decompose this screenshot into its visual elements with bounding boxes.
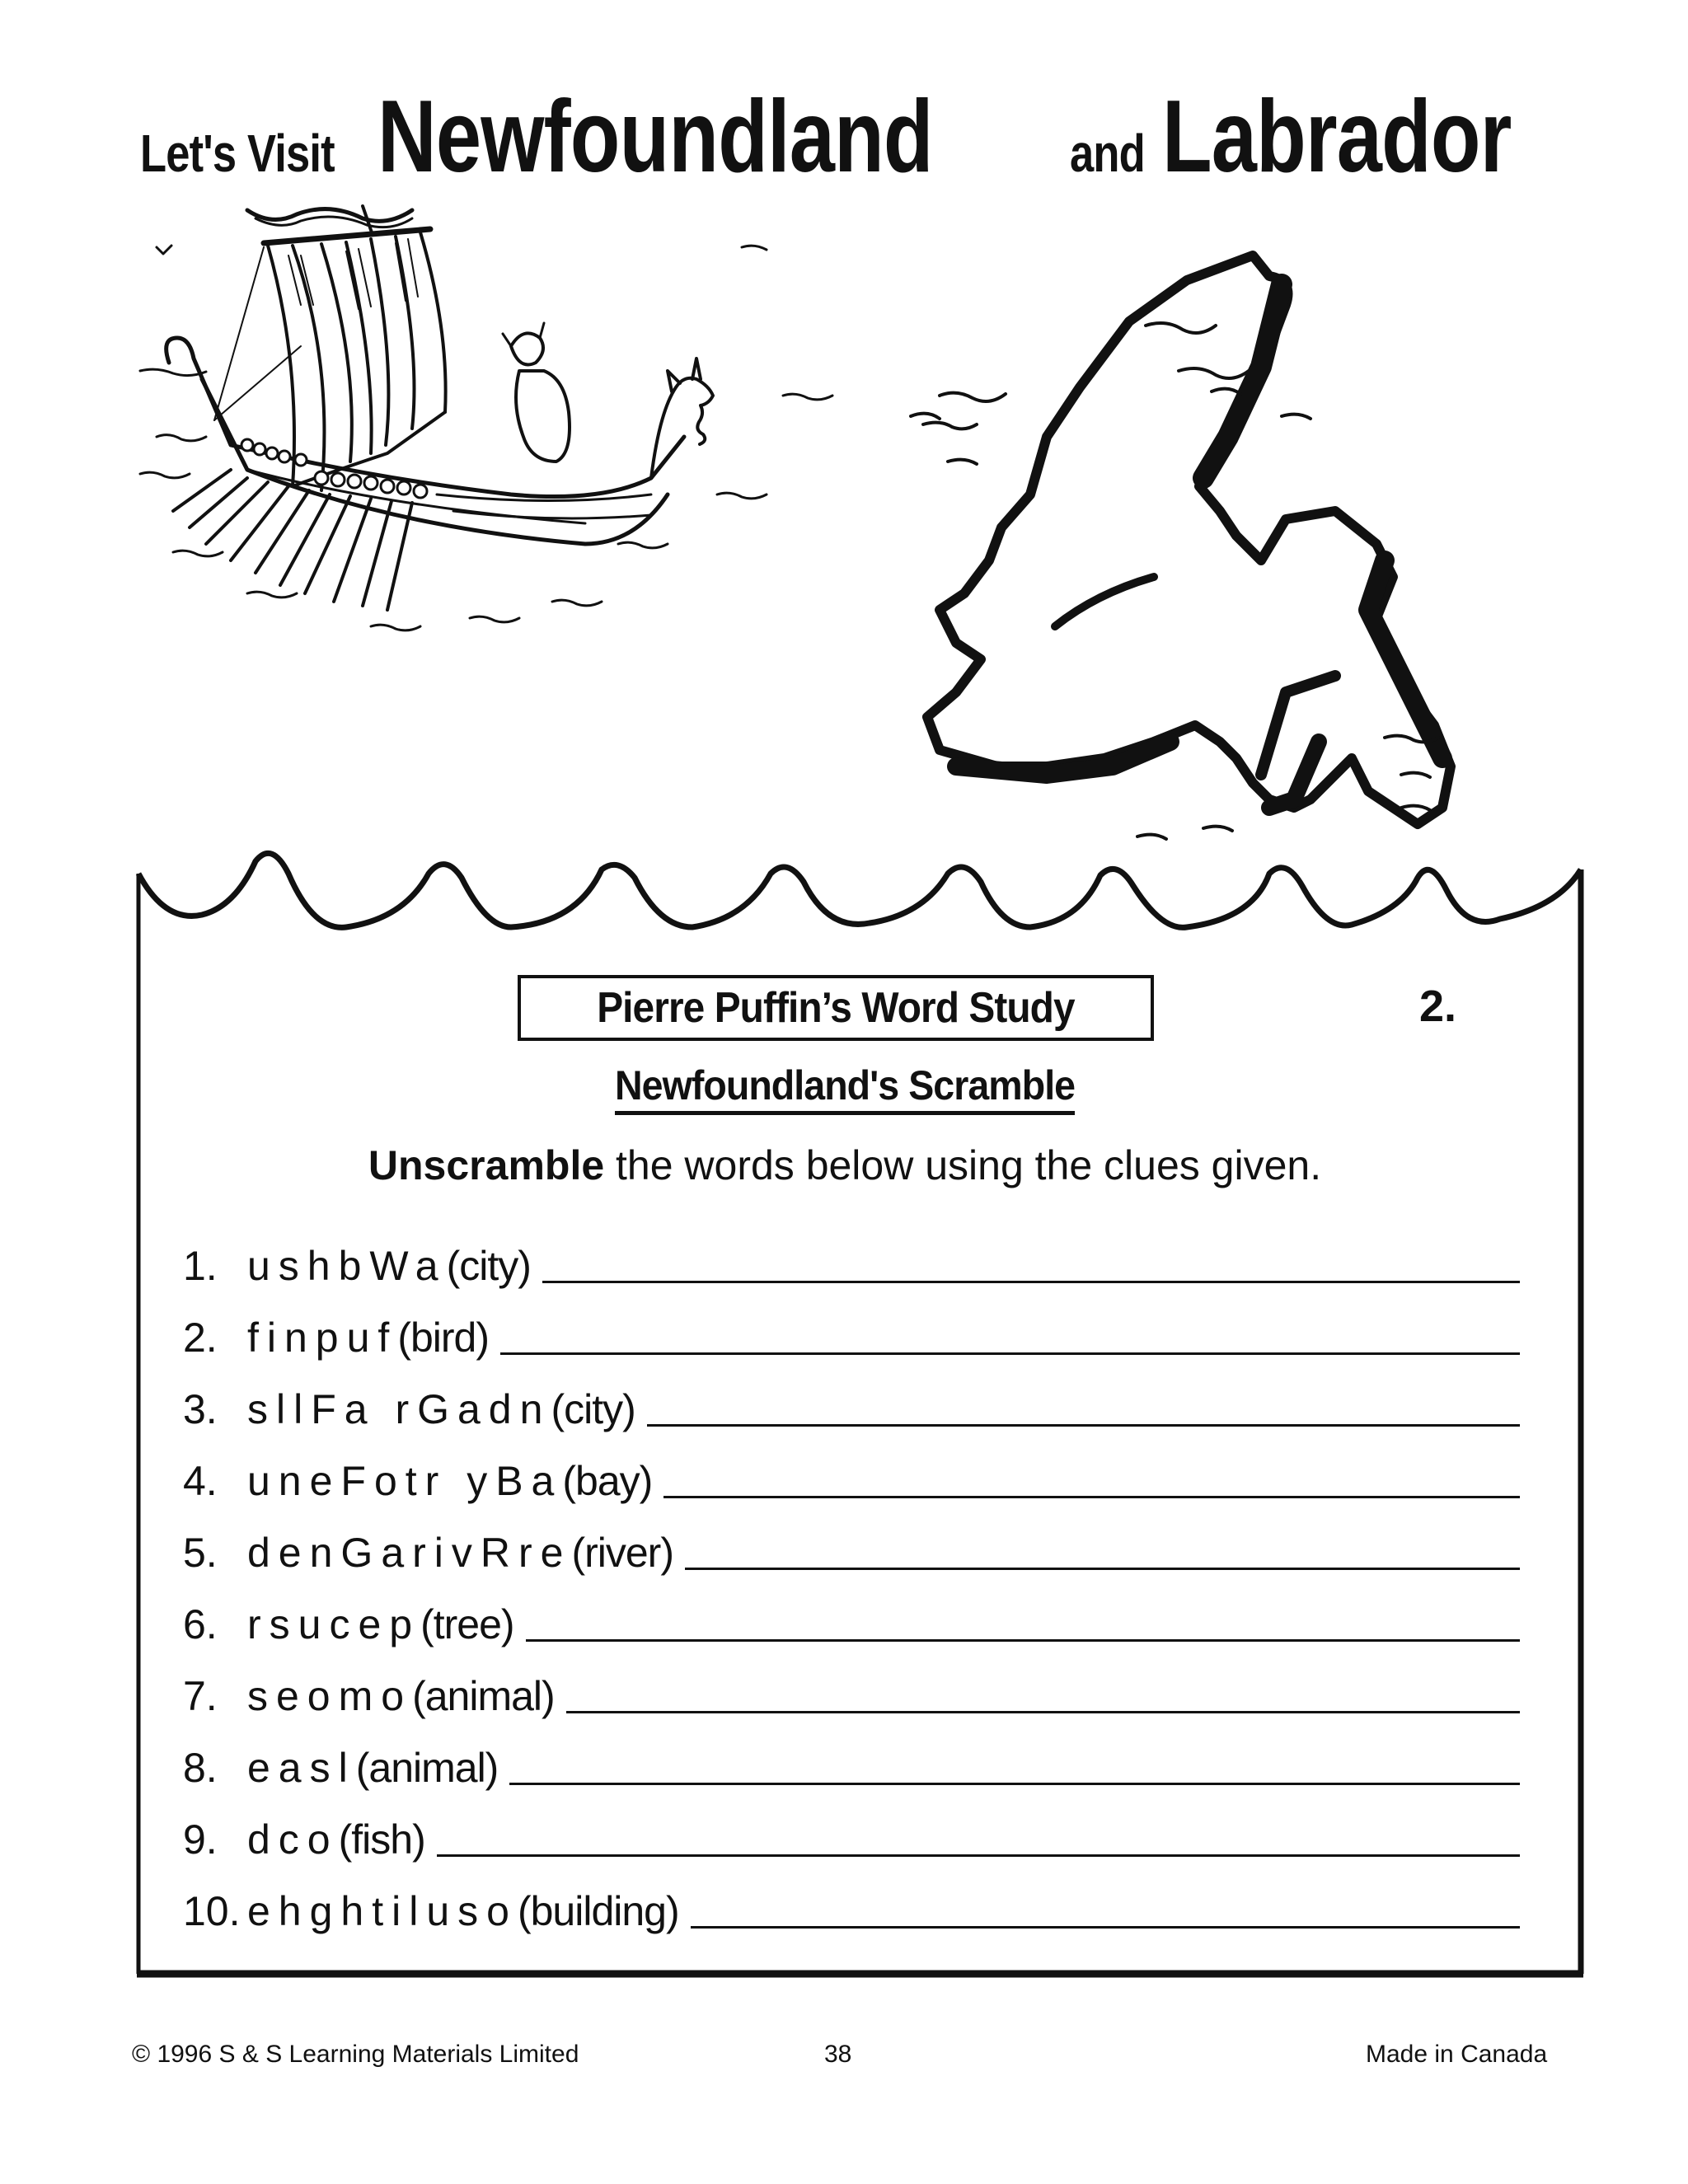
- answer-line[interactable]: [542, 1280, 1520, 1283]
- instruction-text: the words below using the clues given.: [604, 1142, 1322, 1188]
- scrambled-word: finpuf: [247, 1315, 398, 1361]
- scrambled-word: sllFa rGadn: [247, 1386, 551, 1432]
- clue: (bay): [562, 1458, 653, 1504]
- answer-line[interactable]: [685, 1567, 1520, 1570]
- origin-note: Made in Canada: [1366, 2041, 1548, 2068]
- item-number: 7.: [183, 1673, 218, 1719]
- clue: (river): [571, 1530, 673, 1576]
- title-newfoundland: Newfoundland: [377, 80, 933, 194]
- instructions: [247, 1141, 1442, 1189]
- item-number: 5.: [183, 1530, 218, 1576]
- scramble-list: [183, 1218, 1520, 1935]
- instruction-keyword: Unscramble: [368, 1142, 605, 1188]
- newfoundland-map-icon: [907, 231, 1607, 857]
- scramble-item: [183, 1648, 1520, 1720]
- scrambled-word: rsucep: [247, 1601, 421, 1647]
- word-study-heading: [518, 975, 1154, 1041]
- answer-line[interactable]: [526, 1638, 1520, 1642]
- clue: (city): [446, 1243, 531, 1289]
- answer-line[interactable]: [691, 1925, 1520, 1929]
- item-number: 8.: [183, 1745, 218, 1791]
- scramble-item: [183, 1792, 1520, 1863]
- clue: (bird): [397, 1315, 490, 1361]
- answer-line[interactable]: [566, 1710, 1520, 1713]
- clue: (tree): [420, 1601, 514, 1647]
- copyright-notice: © 1996 S & S Learning Materials Limited: [132, 2041, 579, 2068]
- scrambled-word: ehghtiluso: [247, 1888, 518, 1934]
- scramble-item: [183, 1505, 1520, 1577]
- scrambled-word: easl: [247, 1745, 356, 1791]
- scrambled-word: uneFotr yBa: [247, 1458, 563, 1504]
- item-number: 6.: [183, 1601, 218, 1647]
- title-prefix: Let's Visit: [140, 124, 335, 183]
- scrambled-word: ushbWa: [247, 1243, 447, 1289]
- activity-number: 2.: [1419, 982, 1457, 1031]
- item-number: 10.: [183, 1888, 241, 1934]
- title-connector: and: [1069, 124, 1145, 183]
- clue: (building): [517, 1888, 679, 1934]
- clue: (animal): [355, 1745, 499, 1791]
- scramble-item: [183, 1290, 1520, 1361]
- scramble-item: [183, 1218, 1520, 1290]
- word-study-heading-text: Pierre Puffin’s Word Study: [597, 984, 1075, 1032]
- title-labrador: Labrador: [1162, 80, 1512, 194]
- item-number: 9.: [183, 1816, 218, 1863]
- viking-ship-icon: [124, 198, 865, 668]
- activity-subtitle-text: Newfoundland's Scramble: [615, 1062, 1075, 1115]
- scramble-item: [183, 1361, 1520, 1433]
- page-number: 38: [824, 2041, 852, 2068]
- answer-line[interactable]: [509, 1782, 1520, 1785]
- answer-line[interactable]: [500, 1352, 1520, 1355]
- scramble-item: [183, 1720, 1520, 1792]
- answer-line[interactable]: [437, 1854, 1520, 1857]
- activity-subtitle: [528, 1062, 1162, 1115]
- answer-line[interactable]: [663, 1495, 1520, 1498]
- scrambled-word: seomo: [247, 1673, 413, 1719]
- clue: (city): [551, 1386, 635, 1432]
- item-number: 4.: [183, 1458, 218, 1504]
- scramble-item: [183, 1577, 1520, 1648]
- page-title: [140, 78, 1591, 195]
- scrambled-word: dco: [247, 1816, 339, 1863]
- scramble-item: [183, 1863, 1520, 1935]
- clue: (animal): [412, 1673, 555, 1719]
- item-number: 1.: [183, 1243, 218, 1289]
- clue: (fish): [338, 1816, 425, 1863]
- answer-line[interactable]: [647, 1423, 1520, 1427]
- item-number: 2.: [183, 1315, 218, 1361]
- scramble-item: [183, 1433, 1520, 1505]
- scrambled-word: denGarivRre: [247, 1530, 572, 1576]
- item-number: 3.: [183, 1386, 218, 1432]
